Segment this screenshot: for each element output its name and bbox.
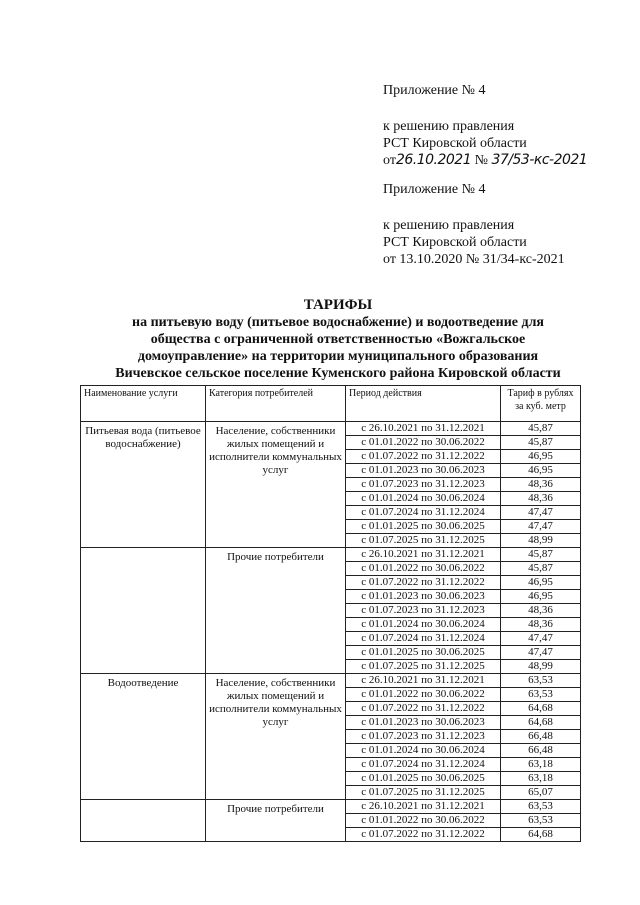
- table-row: [81, 674, 581, 688]
- rate-cell: 45,87: [501, 436, 581, 450]
- period-cell: с 01.07.2022 по 31.12.2022: [346, 702, 501, 716]
- period-cell: с 01.01.2022 по 30.06.2022: [346, 436, 501, 450]
- rate-cell: 63,53: [501, 674, 581, 688]
- appendix-header-original: [383, 181, 565, 268]
- period-cell: с 01.01.2025 по 30.06.2025: [346, 772, 501, 786]
- period-cell: с 26.10.2021 по 31.12.2021: [346, 548, 501, 562]
- rate-cell: 63,18: [501, 772, 581, 786]
- table-row: [81, 422, 581, 436]
- service-name: Водоотведение: [81, 674, 206, 800]
- period-cell: с 01.01.2024 по 30.06.2024: [346, 744, 501, 758]
- period-cell: с 01.07.2022 по 31.12.2022: [346, 576, 501, 590]
- rate-cell: 47,47: [501, 632, 581, 646]
- consumer-category: Прочие потребители: [206, 800, 346, 842]
- table-row: [81, 800, 581, 814]
- rate-cell: 45,87: [501, 562, 581, 576]
- period-cell: с 01.07.2023 по 31.12.2023: [346, 730, 501, 744]
- number-sign: №: [474, 153, 488, 168]
- rate-cell: 48,99: [501, 534, 581, 548]
- appendix-number: Приложение № 4: [383, 83, 486, 98]
- appendix-number: Приложение № 4: [383, 182, 486, 197]
- period-cell: с 01.07.2023 по 31.12.2023: [346, 604, 501, 618]
- period-cell: с 01.01.2023 по 30.06.2023: [346, 716, 501, 730]
- decision-date-line: [383, 152, 587, 169]
- handwritten-number: 37/53-кс-2021: [491, 152, 588, 168]
- rate-cell: 64,68: [501, 828, 581, 842]
- period-cell: с 01.01.2023 по 30.06.2023: [346, 464, 501, 478]
- period-cell: с 01.01.2022 по 30.06.2022: [346, 688, 501, 702]
- rate-cell: 45,87: [501, 548, 581, 562]
- period-cell: с 01.07.2025 по 31.12.2025: [346, 660, 501, 674]
- decision-line: к решению правления: [383, 119, 515, 134]
- rate-cell: 46,95: [501, 464, 581, 478]
- title-main: ТАРИФЫ: [303, 297, 373, 313]
- appendix-header-amended: [383, 82, 587, 169]
- period-cell: с 01.01.2024 по 30.06.2024: [346, 492, 501, 506]
- rate-cell: 64,68: [501, 702, 581, 716]
- rate-cell: 48,36: [501, 604, 581, 618]
- period-cell: с 26.10.2021 по 31.12.2021: [346, 422, 501, 436]
- decision-date-line: от 13.10.2020 № 31/34-кс-2021: [383, 252, 565, 267]
- service-name-empty: [81, 548, 206, 674]
- period-cell: с 01.07.2024 по 31.12.2024: [346, 506, 501, 520]
- tariffs-table: [80, 385, 581, 842]
- decision-line: к решению правления: [383, 218, 515, 233]
- title-line: домоуправление» на территории муниципального образования: [137, 349, 539, 364]
- service-name-empty: [81, 800, 206, 842]
- period-cell: с 01.07.2025 по 31.12.2025: [346, 786, 501, 800]
- period-cell: с 01.07.2024 по 31.12.2024: [346, 632, 501, 646]
- period-cell: с 01.07.2023 по 31.12.2023: [346, 478, 501, 492]
- title-line: общества с ограниченной ответственностью «Вожгальское: [150, 332, 526, 347]
- period-cell: с 01.07.2025 по 31.12.2025: [346, 534, 501, 548]
- handwritten-date: 26.10.2021: [395, 152, 472, 168]
- rate-cell: 48,36: [501, 618, 581, 632]
- rate-cell: 47,47: [501, 506, 581, 520]
- rate-cell: 46,95: [501, 590, 581, 604]
- title-line: Вичевское сельское поселение Куменского района Кировской области: [115, 366, 561, 381]
- rate-cell: 63,53: [501, 688, 581, 702]
- period-cell: с 01.01.2023 по 30.06.2023: [346, 590, 501, 604]
- rate-cell: 63,53: [501, 800, 581, 814]
- rate-cell: 47,47: [501, 646, 581, 660]
- consumer-category: Прочие потребители: [206, 548, 346, 674]
- rate-cell: 63,53: [501, 814, 581, 828]
- period-cell: с 01.01.2025 по 30.06.2025: [346, 520, 501, 534]
- period-cell: с 01.07.2022 по 31.12.2022: [346, 450, 501, 464]
- authority-line: РСТ Кировской области: [383, 235, 527, 250]
- document-title: [88, 297, 588, 382]
- title-line: на питьевую воду (питьевое водоснабжение) и водоотведение для: [132, 315, 544, 330]
- consumer-category: Население, собственники жилых помещений и исполнители коммунальных услуг: [206, 674, 346, 800]
- service-name: Питьевая вода (питьевое водоснабжение): [81, 422, 206, 548]
- rate-cell: 66,48: [501, 730, 581, 744]
- rate-cell: 45,87: [501, 422, 581, 436]
- period-cell: с 26.10.2021 по 31.12.2021: [346, 800, 501, 814]
- tariffs-body: [81, 422, 581, 842]
- period-cell: с 01.07.2024 по 31.12.2024: [346, 758, 501, 772]
- period-cell: с 01.01.2022 по 30.06.2022: [346, 562, 501, 576]
- header-rate: Тариф в рублях за куб. метр: [501, 386, 581, 422]
- date-prefix: от: [383, 153, 396, 168]
- rate-cell: 47,47: [501, 520, 581, 534]
- period-cell: с 01.01.2022 по 30.06.2022: [346, 814, 501, 828]
- header-period: Период действия: [346, 386, 501, 422]
- consumer-category: Население, собственники жилых помещений и исполнители коммунальных услуг: [206, 422, 346, 548]
- rate-cell: 46,95: [501, 450, 581, 464]
- rate-cell: 64,68: [501, 716, 581, 730]
- table-row: [81, 548, 581, 562]
- rate-cell: 63,18: [501, 758, 581, 772]
- authority-line: РСТ Кировской области: [383, 136, 527, 151]
- rate-cell: 46,95: [501, 576, 581, 590]
- period-cell: с 01.01.2025 по 30.06.2025: [346, 646, 501, 660]
- rate-cell: 65,07: [501, 786, 581, 800]
- rate-cell: 66,48: [501, 744, 581, 758]
- rate-cell: 48,99: [501, 660, 581, 674]
- period-cell: с 01.07.2022 по 31.12.2022: [346, 828, 501, 842]
- rate-cell: 48,36: [501, 492, 581, 506]
- header-service: Наименование услуги: [81, 386, 206, 422]
- period-cell: с 26.10.2021 по 31.12.2021: [346, 674, 501, 688]
- header-category: Категория потребителей: [206, 386, 346, 422]
- table-header-row: [81, 386, 581, 422]
- period-cell: с 01.01.2024 по 30.06.2024: [346, 618, 501, 632]
- rate-cell: 48,36: [501, 478, 581, 492]
